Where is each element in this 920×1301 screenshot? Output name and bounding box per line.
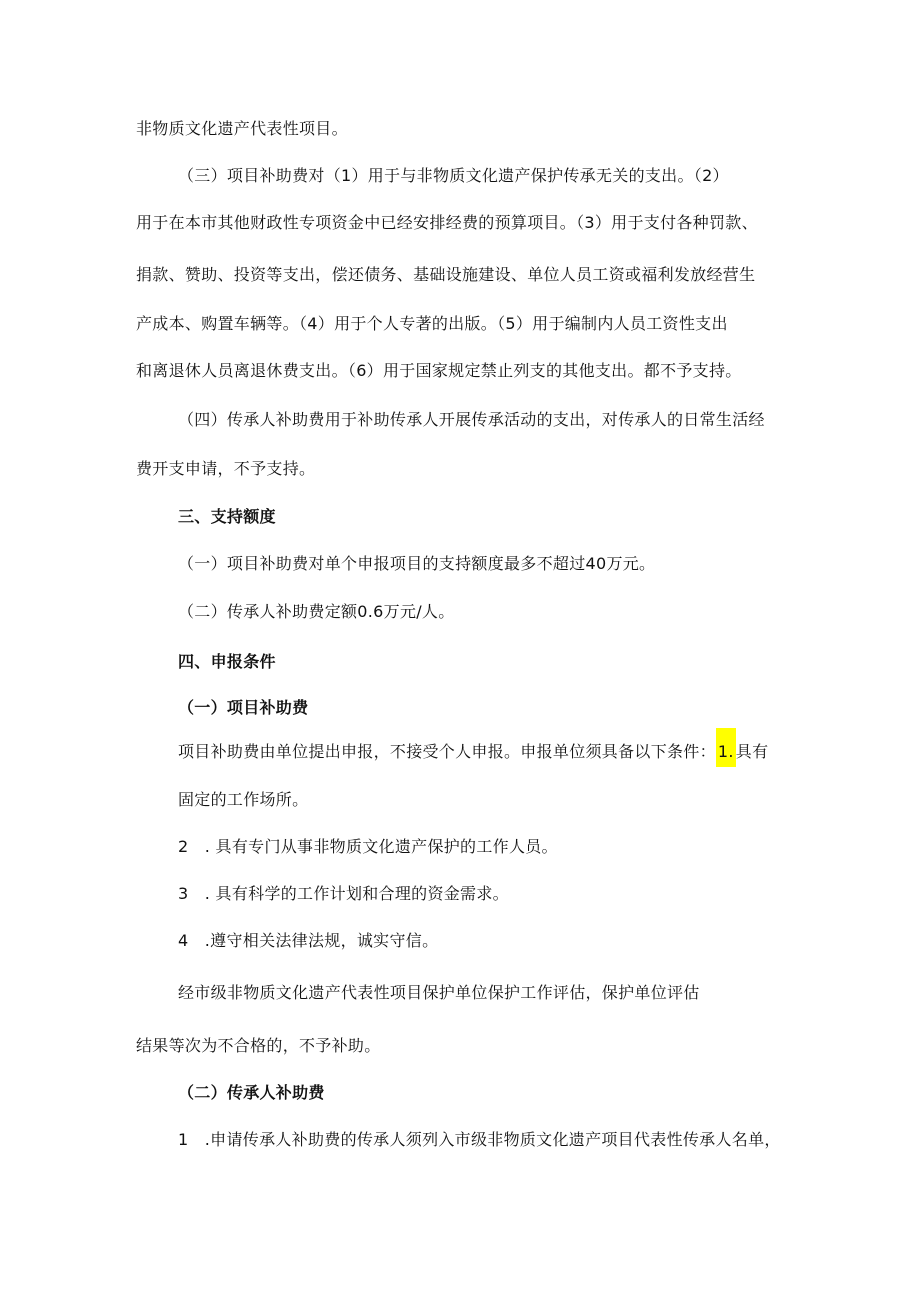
list-item: 3 . 具有科学的工作计划和合理的资金需求。 xyxy=(178,884,509,903)
paragraph-line: 用于在本市其他财政性专项资金中已经安排经费的预算项目。（3）用于支付各种罚款、 xyxy=(136,213,758,232)
subsection-heading: （一）项目补助费 xyxy=(178,698,309,717)
paragraph-line: 捐款、赞助、投资等支出，偿还债务、基础设施建设、单位人员工资或福利发放经营生 xyxy=(136,265,756,284)
paragraph-line: 经市级非物质文化遗产代表性项目保护单位保护工作评估，保护单位评估 xyxy=(178,983,700,1002)
paragraph-line: 和离退休人员离退休费支出。（6）用于国家规定禁止列支的其他支出。都不予支持。 xyxy=(136,361,742,380)
paragraph-line: 结果等次为不合格的，不予补助。 xyxy=(136,1036,381,1055)
paragraph-line: （三）项目补助费对（1）用于与非物质文化遗产保护传承无关的支出。（2） xyxy=(178,166,729,185)
list-item: 4 .遵守相关法律法规，诚实守信。 xyxy=(178,931,439,950)
section-heading: 三、支持额度 xyxy=(178,507,276,526)
highlighted-text: 1. xyxy=(716,728,736,767)
paragraph-line: 固定的工作场所。 xyxy=(178,790,309,809)
list-item: 2 . 具有专门从事非物质文化遗产保护的工作人员。 xyxy=(178,837,558,856)
paragraph-line: 费开支申请，不予支持。 xyxy=(136,459,316,478)
paragraph-line: 产成本、购置车辆等。（4）用于个人专著的出版。（5）用于编制内人员工资性支出 xyxy=(136,314,728,333)
paragraph-line: （二）传承人补助费定额0.6万元/人。 xyxy=(178,602,455,621)
section-heading: 四、申报条件 xyxy=(178,652,276,671)
paragraph-line xyxy=(178,741,768,763)
paragraph-text: 具有 xyxy=(735,742,769,761)
paragraph-line: （一）项目补助费对单个申报项目的支持额度最多不超过40万元。 xyxy=(178,554,656,573)
paragraph-line: 非物质文化遗产代表性项目。 xyxy=(136,119,348,138)
list-item: 1 .申请传承人补助费的传承人须列入市级非物质文化遗产项目代表性传承人名单， xyxy=(178,1130,781,1149)
paragraph-line: （四）传承人补助费用于补助传承人开展传承活动的支出，对传承人的日常生活经 xyxy=(178,410,765,429)
paragraph-text: 项目补助费由单位提出申报，不接受个人申报。申报单位须具备以下条件： xyxy=(178,742,716,761)
subsection-heading: （二）传承人补助费 xyxy=(178,1083,325,1102)
